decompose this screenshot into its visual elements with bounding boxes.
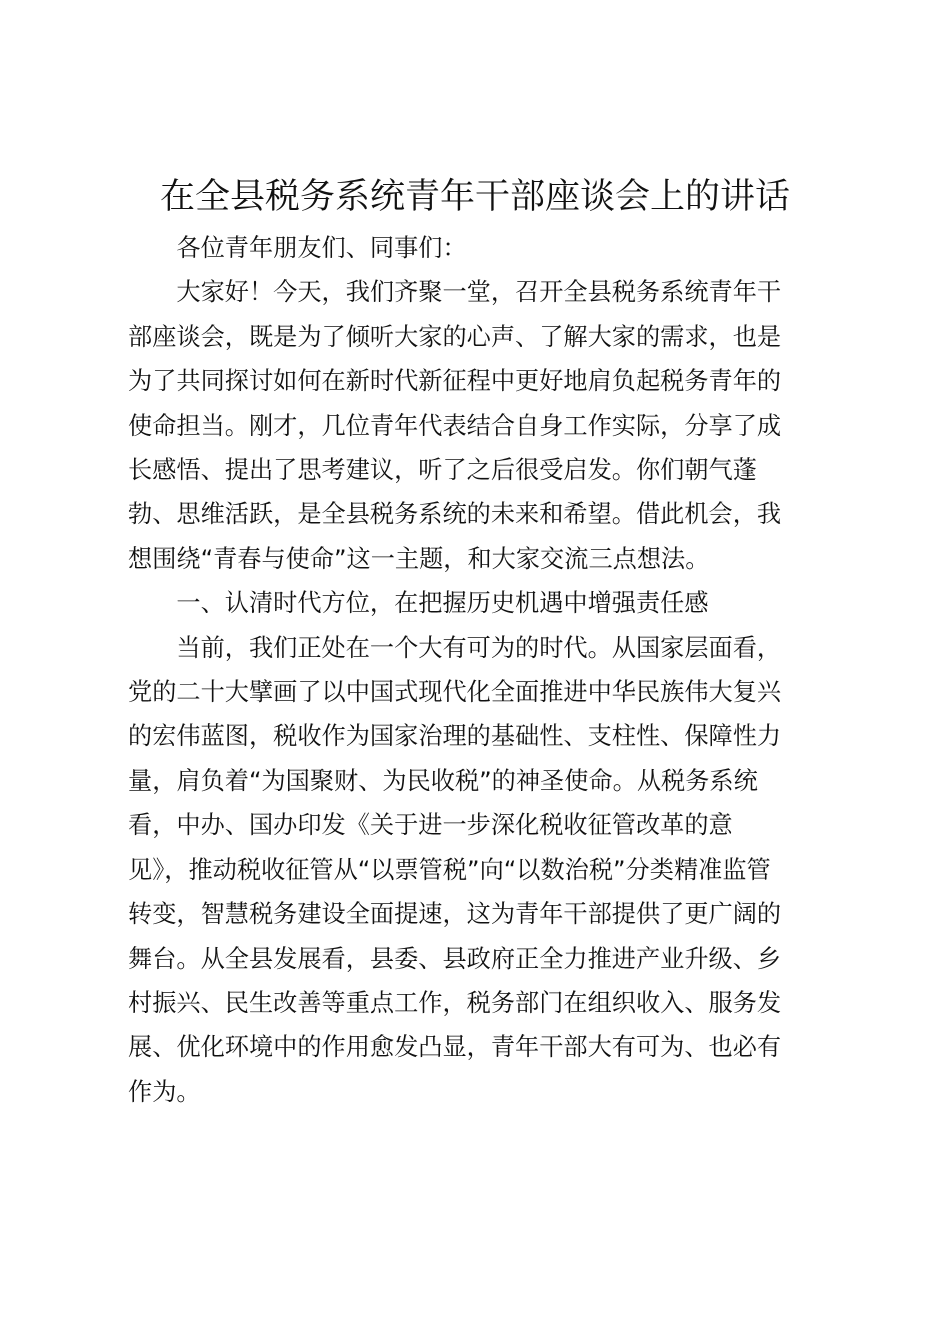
paragraph-line: 量，肩负着“为国聚财、为民收税”的神圣使命。从税务系统	[128, 766, 758, 795]
paragraph-line: 作为。	[128, 1077, 201, 1106]
paragraph-line: 展、优化环境中的作用愈发凸显，青年干部大有可为、也必有	[128, 1033, 782, 1062]
paragraph-line: 为了共同探讨如何在新时代新征程中更好地肩负起税务青年的	[128, 367, 782, 396]
paragraph-opening	[128, 270, 820, 581]
paragraph-line: 党的二十大擘画了以中国式现代化全面推进中华民族伟大复兴	[128, 678, 782, 707]
paragraph-line: 勃、思维活跃，是全县税务系统的未来和希望。借此机会，我	[128, 500, 782, 529]
paragraph-line: 使命担当。刚才，几位青年代表结合自身工作实际，分享了成	[128, 411, 782, 440]
paragraph-line: 部座谈会，既是为了倾听大家的心声、了解大家的需求，也是	[128, 322, 782, 351]
document-body	[128, 226, 820, 1114]
document-title: 在全县税务系统青年干部座谈会上的讲话	[159, 177, 790, 217]
paragraph-line: 的宏伟蓝图，税收作为国家治理的基础性、支柱性、保障性力	[128, 722, 782, 751]
paragraph-line: 转变，智慧税务建设全面提速，这为青年干部提供了更广阔的	[128, 900, 782, 929]
paragraph-line: 长感悟、提出了思考建议，听了之后很受启发。你们朝气蓬	[128, 456, 757, 485]
paragraph-era	[128, 626, 820, 1114]
paragraph-line: 看，中办、国办印发《关于进一步深化税收征管改革的意	[128, 811, 733, 840]
salutation	[128, 226, 820, 270]
paragraph-line: 大家好！今天，我们齐聚一堂，召开全县税务系统青年干	[176, 278, 782, 307]
paragraph-line: 想围绕“青春与使命”这一主题，和大家交流三点想法。	[128, 544, 710, 573]
salutation-line: 各位青年朋友们、同事们：	[176, 234, 467, 262]
paragraph-line: 村振兴、民生改善等重点工作，税务部门在组织收入、服务发	[128, 988, 782, 1017]
paragraph-line: 舞台。从全县发展看，县委、县政府正全力推进产业升级、乡	[128, 944, 782, 973]
section-heading-1: 一、认清时代方位，在把握历史机遇中增强责任感	[176, 589, 709, 618]
paragraph-line: 当前，我们正处在一个大有可为的时代。从国家层面看，	[176, 633, 782, 662]
paragraph-line: 见》，推动税收征管从“以票管税”向“以数治税”分类精准监管	[128, 855, 771, 884]
